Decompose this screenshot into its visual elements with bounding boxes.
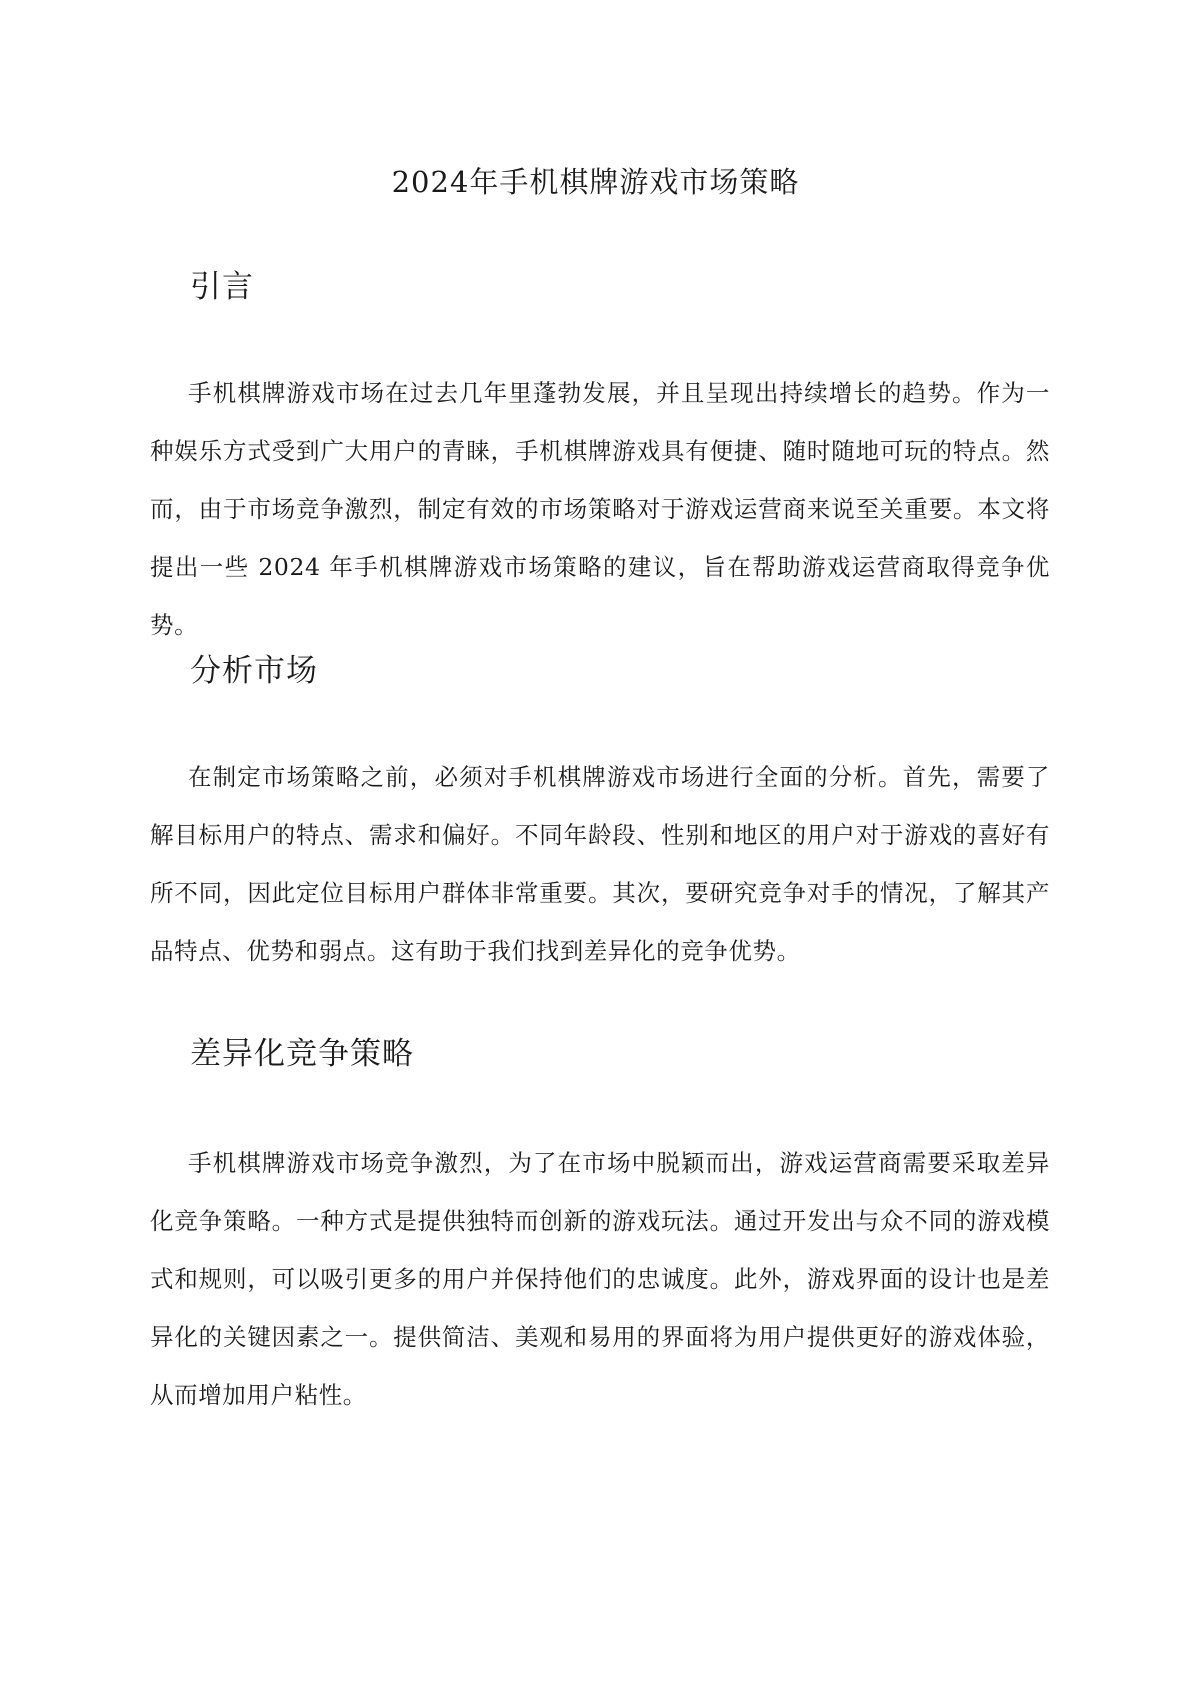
- section-paragraph-differentiation-strategy: 手机棋牌游戏市场竞争激烈，为了在市场中脱颖而出，游戏运营商需要采取差异化竞争策略。一种方式是提供独特而创新的游戏玩法。通过开发出与众不同的游戏模式和规则，可以吸引更多的用户并保持他们的忠诚度。此外，游戏界面的设计也是差异化的关键因素之一。提供简洁、美观和易用的界面将为用户提供更好的游戏体验，从而增加用户粘性。: [150, 1149, 1050, 1409]
- section-paragraph-introduction: 手机棋牌游戏市场在过去几年里蓬勃发展，并且呈现出持续增长的趋势。作为一种娱乐方式受到广大用户的青睐，手机棋牌游戏具有便捷、随时随地可玩的特点。然而，由于市场竞争激烈，制定有效的市场策略对于游戏运营商来说至关重要。本文将提出一些 2024 年手机棋牌游戏市场策略的建议，旨在帮助游戏运营商取得竞争优势。: [150, 379, 1050, 639]
- section-heading-differentiation-strategy: 差异化竞争策略: [190, 1036, 414, 1072]
- section-heading-market-analysis: 分析市场: [190, 653, 318, 689]
- section-heading-introduction: 引言: [190, 269, 254, 305]
- section-paragraph-market-analysis: 在制定市场策略之前，必须对手机棋牌游戏市场进行全面的分析。首先，需要了解目标用户的特点、需求和偏好。不同年龄段、性别和地区的用户对于游戏的喜好有所不同，因此定位目标用户群体非常重要。其次，要研究竞争对手的情况，了解其产品特点、优势和弱点。这有助于我们找到差异化的竞争优势。: [150, 763, 1050, 965]
- document-title: 2024年手机棋牌游戏市场策略: [391, 165, 800, 199]
